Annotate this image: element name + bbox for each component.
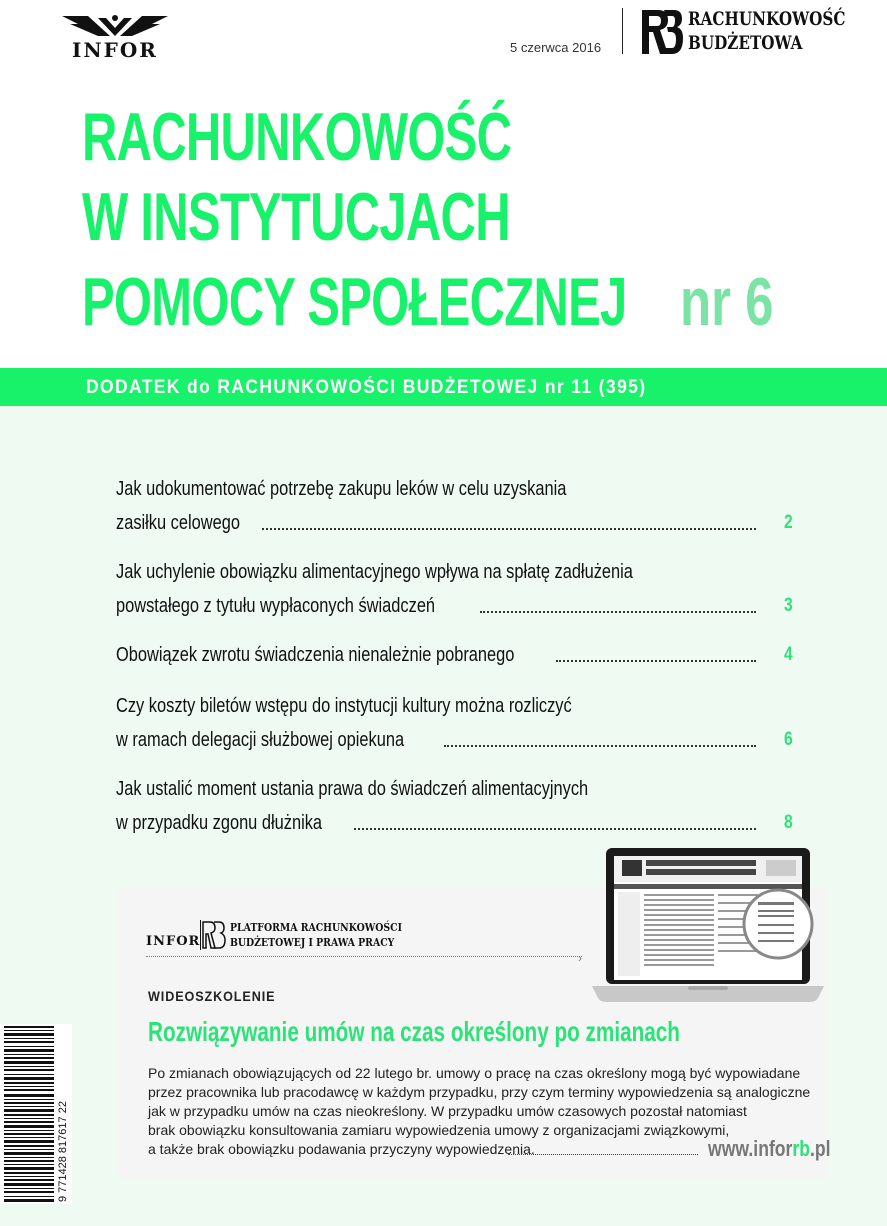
toc-item-line: Jak udokumentować potrzebę zakupu leków w celu uzyskania xyxy=(116,478,567,500)
toc-item-line: w ramach delegacji służbowej opiekuna xyxy=(116,729,405,751)
cover-title-line1: RACHUNKOWOŚĆ xyxy=(82,99,512,175)
toc-page-number: 6 xyxy=(784,729,793,750)
url-suffix: .pl xyxy=(810,1136,831,1161)
toc-page-number: 8 xyxy=(784,812,793,833)
infor-bird-icon xyxy=(58,12,172,40)
url-prefix: www.infor xyxy=(708,1136,793,1161)
website-link[interactable] xyxy=(708,1136,831,1162)
barcode xyxy=(0,1024,72,1204)
toc-page-number: 3 xyxy=(784,595,793,616)
laptop-screenshot-icon xyxy=(588,846,828,1016)
platform-logo-word: INFOR xyxy=(146,934,201,949)
toc-page-number: 4 xyxy=(784,644,793,665)
rb-brand-logo xyxy=(640,8,850,58)
toc-item-line: Obowiązek zwrotu świadczenia nienależnie pobranego xyxy=(116,644,515,666)
toc-leader-dots xyxy=(480,611,756,613)
toc-item[interactable] xyxy=(116,638,796,672)
promo-divider xyxy=(146,956,582,957)
chevron-right-icon: › xyxy=(578,951,582,965)
promo-leader-dots xyxy=(508,1154,698,1155)
toc-item-line: powstałego z tytułu wypłaconych świadczeń xyxy=(116,595,436,617)
rb-brand-line2: BUDŻETOWA xyxy=(688,32,803,54)
promo-body-line: przez pracownika lub pracodawcę w każdym przypadku, przy czym terminy wypowiedzenia są analogiczne xyxy=(148,1084,811,1100)
promo-body-line: jak w przypadku umów na czas nieokreślony. W przypadku umów czasowych pozostał natomiast xyxy=(148,1103,747,1119)
rb-monogram-icon xyxy=(640,8,684,56)
toc-item[interactable] xyxy=(116,555,796,623)
toc-item[interactable] xyxy=(116,472,796,540)
toc-item[interactable] xyxy=(116,772,796,840)
toc-leader-dots xyxy=(556,660,756,662)
issue-date: 5 czerwca 2016 xyxy=(510,40,602,55)
platform-logo xyxy=(146,920,402,952)
toc-item-line: Czy koszty biletów wstępu do instytucji kultury można rozliczyć xyxy=(116,695,572,717)
supplement-band-text: DODATEK do RACHUNKOWOŚCI BUDŻETOWEJ nr 11 (395) xyxy=(86,377,647,398)
promo-body-line: Po zmianach obowiązujących od 22 lutego br. umowy o pracę na czas określony mogą być wypowiadane xyxy=(148,1065,801,1081)
barcode-digits: 9 771428 817617 22 xyxy=(57,1101,69,1202)
toc-page-number: 2 xyxy=(784,512,793,533)
infor-logo xyxy=(58,12,172,60)
promo-body-line: a także brak obowiązku podawania przyczyny wypowiedzenia. xyxy=(148,1141,535,1157)
platform-logo-line2: BUDŻETOWEJ I PRAWA PRACY xyxy=(230,936,395,949)
cover-title-line2: W INSTYTUCJACH xyxy=(82,179,510,255)
toc-item-line: zasiłku celowego xyxy=(116,512,240,534)
cover-title-line3: POMOCY SPOŁECZNEJ xyxy=(82,264,627,340)
toc-item-line: Jak ustalić moment ustania prawa do świadczeń alimentacyjnych xyxy=(116,778,589,800)
rb-brand-line1: RACHUNKOWOŚĆ xyxy=(688,8,846,30)
toc-leader-dots xyxy=(262,528,756,530)
promo-label: WIDEOSZKOLENIE xyxy=(148,988,276,1004)
toc-leader-dots xyxy=(354,828,756,830)
infor-logo-text: INFOR xyxy=(72,38,158,62)
toc-item[interactable] xyxy=(116,689,796,757)
promo-title[interactable]: Rozwiązywanie umów na czas określony po zmianach xyxy=(148,1016,680,1047)
toc-leader-dots xyxy=(444,745,756,747)
toc-item-line: w przypadku zgonu dłużnika xyxy=(116,812,323,834)
issue-number: nr 6 xyxy=(680,264,774,340)
toc-item-line: Jak uchylenie obowiązku alimentacyjnego wpływa na spłatę zadłużenia xyxy=(116,561,633,583)
url-accent: rb xyxy=(792,1136,811,1161)
platform-logo-line1: PLATFORMA RACHUNKOWOŚCI xyxy=(230,921,402,934)
promo-body-line: brak obowiązku konsultowania zamiaru wypowiedzenia umowy z organizacjami związkowymi, xyxy=(148,1122,730,1138)
header-divider xyxy=(622,8,623,54)
rb-monogram-icon xyxy=(200,920,226,950)
